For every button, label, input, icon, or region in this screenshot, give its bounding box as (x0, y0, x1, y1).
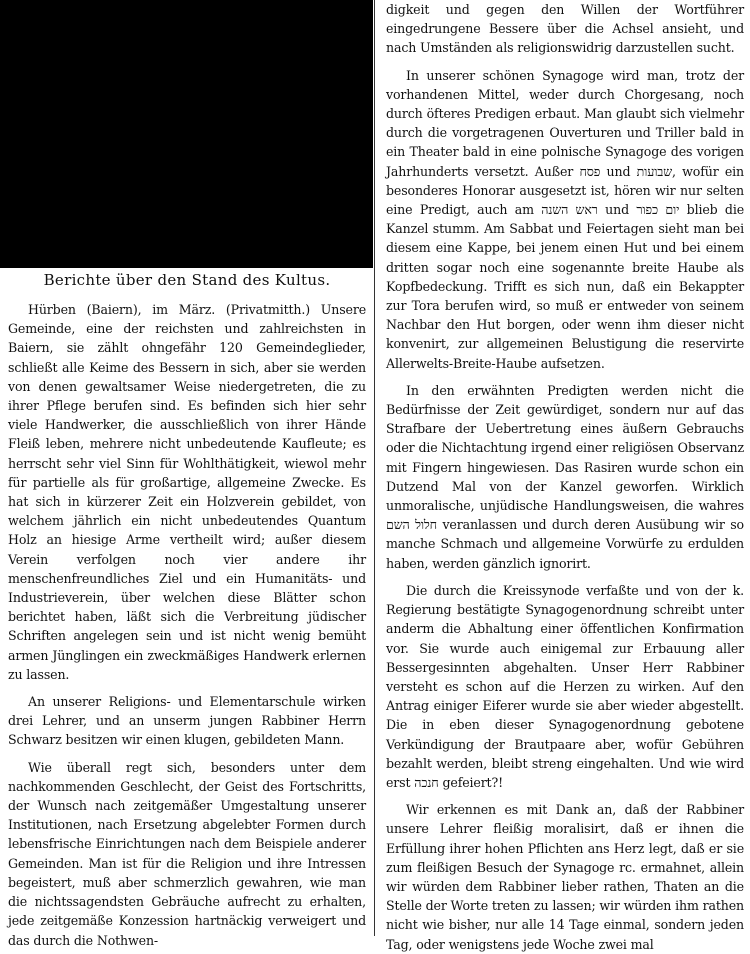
paragraph: In unserer schönen Synagoge wird man, trotz der vorhandenen Mittel, weder durch Chorgesang, noch durch öfteres Predigen erbaut. Man glaubt sich vielmehr durch die vorgetragenen Ouverturen und Triller bald in ein Theater bald in eine polnische Synagoge des vorigen Jahrhunderts versetzt. Außer פסח und שבועות, wofür ein besonderes Honorar ausgesetzt ist, hören wir nur selten eine Predigt, auch am ראש השנה und יום כפור blieb die Kanzel stumm. Am Sabbat und Feiertagen sieht man bei diesem eine Kappe, bei jenem einen Hut und bei einem dritten sogar noch eine sogenannte breite Haube als Kopfbedeckung. Trifft es sich nun, daß ein Bekappter zur Tora berufen wird, so muß er entweder von seinem Nachbar den Hut borgen, oder wenn ihm dieser nicht konvenirt, zur allgemeinen Belustigung die reservirte Allerwelts-Breite-Haube aufsetzen. (386, 67, 745, 371)
paragraph: In den erwähnten Predigten werden nicht die Bedürfnisse der Zeit gewürdiget, sondern nur auf das Strafbare der Uebertretung eines äußern Gebrauchs oder die Nichtachtung irgend einer religiösen Observanz mit Fingern hingewiesen. Das Rasiren wurde schon ein Dutzend Mal von der Kanzel geworfen. Wirklich unmoralische, unjüdische Handlungsweisen, die wahres חלול השם veranlassen und durch deren Ausübung wir so manche Schmach und allgemeine Vorwürfe zu erdulden haben, werden gänzlich ignorirt. (386, 382, 744, 571)
right-column (386, 0, 744, 954)
redacted-block (0, 0, 373, 268)
paragraph: An unserer Religions- und Elementarschule wirken drei Lehrer, und an unserm jungen Rabbiner Herrn Schwarz besitzen wir einen klugen, gebildeten Mann. (8, 694, 366, 748)
paragraph-continuation: digkeit und gegen den Willen der Wortführer eingedrungene Bessere über die Achsel ansieht, und nach Umständen als religionswidrig darzustellen sucht. (386, 2, 744, 56)
paragraph: Wie überall regt sich, besonders unter dem nachkommenden Geschlecht, der Geist des Fortschritts, der Wunsch nach zeitgemäßer Umgestaltung unserer Institutionen, nach Ersetzung abgelebter Formen durch lebensfrische Einrichtungen nach dem Beispiele anderer Gemeinden. Man ist für die Religion und ihre Intressen begeistert, muß aber schmerzlich gewahren, wie man die nichtssagendsten Gebräuche aufrecht zu erhalten, jede zeitgemäße Konzession hartnäckig verweigert und das durch die Nothwen- (8, 759, 366, 948)
paragraph: Hürben (Baiern), im März. (Privatmitth.) Unsere Gemeinde, eine der reichsten und zahlreichsten in Baiern, sie zählt ohngefähr 120 Gemeindeglieder, schließt alle Keime des Bessern in sich, aber sie werden von denen gewaltsamer Weise niedergetreten, die zu ihrer Pflege berufen sind. Es befinden sich hier sehr viele Handwerker, die ausschließlich von ihrer Hände Fleiß leben, mehrere nicht unbedeutende Kaufleute; es herrscht sehr viel Sinn für Wohlthätigkeit, wiewol mehr für partielle als für großartige, allgemeine Zwecke. Es hat sich in kürzerer Zeit ein Holzverein gebildet, von welchem jährlich ein nicht unbedeutendes Quantum Holz an hiesige Arme vertheilt wird; außer diesem Verein verfolgen noch vier andere ihr menschenfreundliches Ziel und ein Humanitäts- und Industrieverein, über welchen diese Blätter schon berichtet haben, läßt sich die Verbreitung jüdischer Schriften angelegen sein und ist nicht wenig bemüht armen Jünglingen ein zweckmäßiges Handwerk erlernen zu lassen. (8, 302, 366, 682)
paragraph: Wir erkennen es mit Dank an, daß der Rabbiner unsere Lehrer fleißig moralisirt, daß er ihnen die Erfüllung ihrer hohen Pflichten ans Herz legt, daß er sie zum fleißigen Besuch der Synagoge rc. ermahnet, allein wir würden dem Rabbiner lieber rathen, Thaten an die Stelle der Worte treten zu lassen; wir würden ihm rathen nicht wie bisher, nur alle 14 Tage einmal, sondern jeden Tag, oder wenigstens jede Woche zwei mal (386, 802, 744, 952)
paragraph: Die durch die Kreissynode verfaßte und von der k. Regierung bestätigte Synagogenordnung schreibt unter anderm die Abhaltung einer öffentlichen Konfirmation vor. Sie wurde auch einigemal zur Erbauung aller Bessergesinnten abgehalten. Unser Herr Rabbiner versteht es schon auf die Herzen zu wirken. Auf den Antrag einiger Eiferer wurde sie aber wieder abgestellt. Die in eben dieser Synagogenordnung gebotene Verkündigung der Brautpaare aber, wofür Gebühren bezahlt werden, bleibt streng eingehalten. Und wie wird erst חנכה gefeiert?! (386, 582, 744, 790)
section-heading: Berichte über den Stand des Kultus. (43, 271, 331, 289)
column-divider (374, 0, 375, 936)
left-column (8, 268, 366, 950)
